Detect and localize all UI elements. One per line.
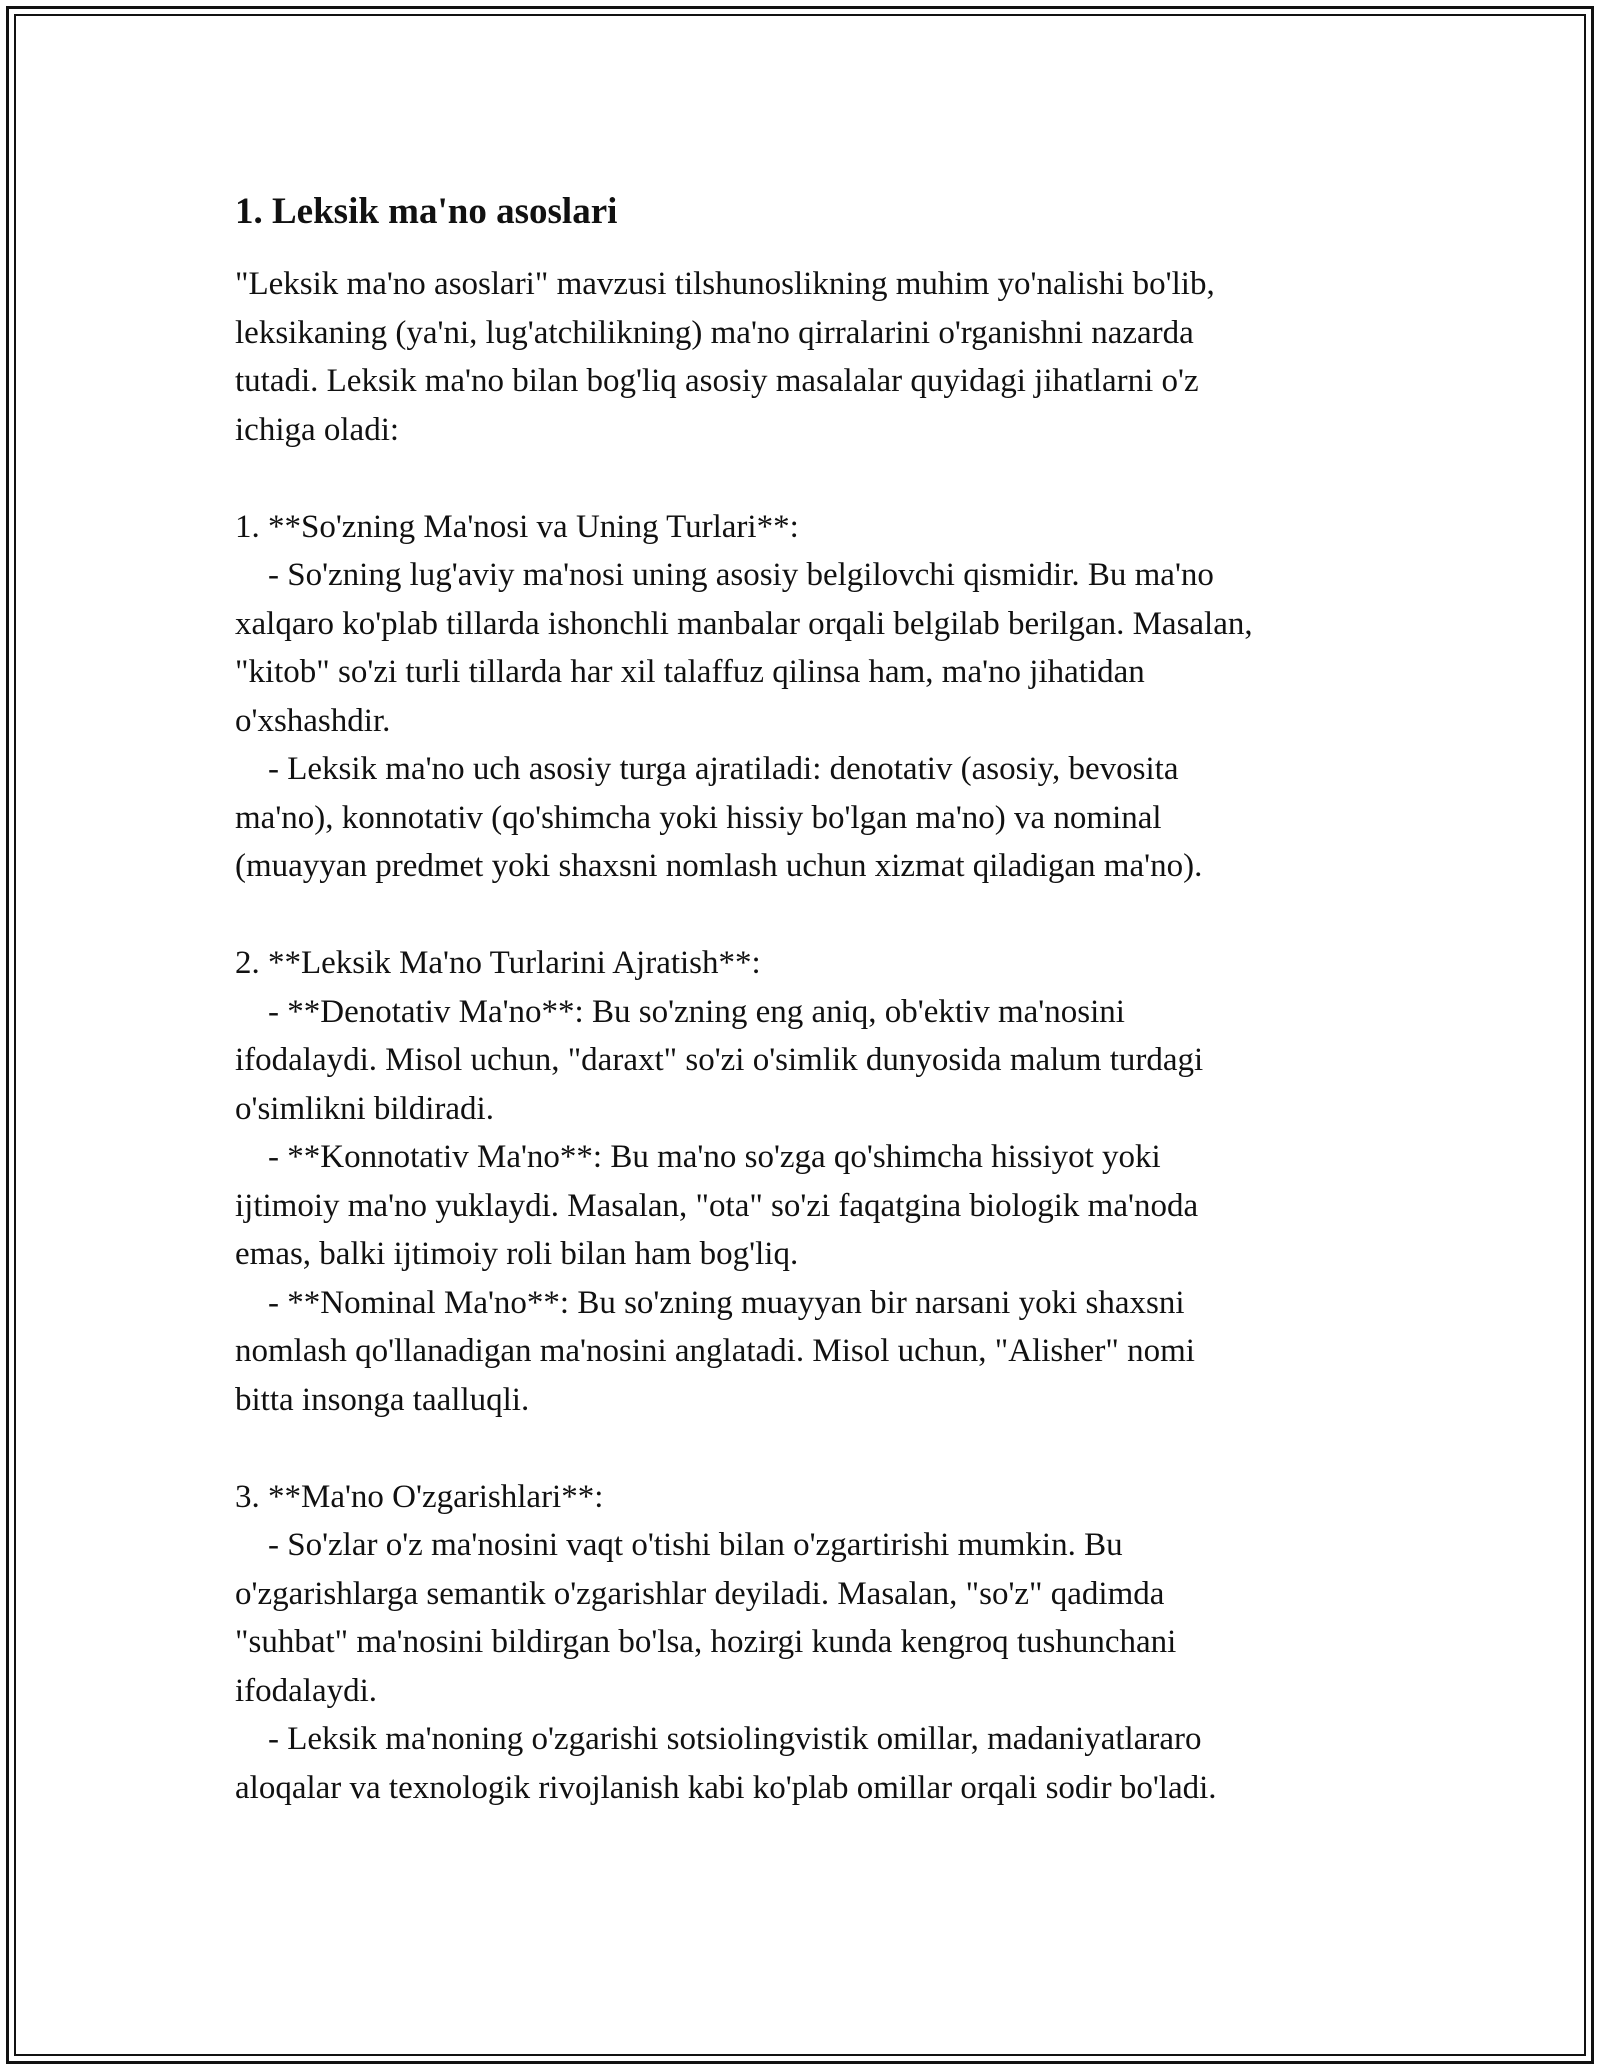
section-1-line: ma'no), konnotativ (qo'shimcha yoki hissiy bo'lgan ma'no) va nominal <box>235 799 1162 836</box>
section-3 <box>235 1473 1395 1813</box>
section-1-line: - Leksik ma'no uch asosiy turga ajratiladi: denotativ (asosiy, bevosita <box>235 751 1179 787</box>
paragraph-spacer <box>235 891 1395 940</box>
intro-line: ichiga oladi: <box>235 411 400 448</box>
section-1-line: "kitob" so'zi turli tillarda har xil talaffuz qilinsa ham, ma'no jihatidan <box>235 654 1145 690</box>
section-2 <box>235 939 1395 1424</box>
intro-line: "Leksik ma'no asoslari" mavzusi tilshunoslikning muhim yo'nalishi bo'lib, <box>235 266 1215 302</box>
section-3-line: "suhbat" ma'nosini bildirgan bo'lsa, hozirgi kunda kengroq tushunchani <box>235 1624 1177 1660</box>
section-1-heading: 1. **So'zning Ma'nosi va Uning Turlari**: <box>235 508 799 545</box>
intro-line: leksikaning (ya'ni, lug'atchilikning) ma'no qirralarini o'rganishni nazarda <box>235 314 1194 351</box>
document-heading: 1. Leksik ma'no asoslari <box>235 191 618 232</box>
section-1-line: (muayyan predmet yoki shaxsni nomlash uchun xizmat qiladigan ma'no). <box>235 848 1203 884</box>
document-body <box>235 188 1395 1812</box>
section-2-line: emas, balki ijtimoiy roli bilan ham bog'liq. <box>235 1236 799 1272</box>
section-3-line: aloqalar va texnologik rivojlanish kabi ko'plab omillar orqali sodir bo'ladi. <box>235 1769 1217 1806</box>
section-3-line: - Leksik ma'noning o'zgarishi sotsiolingvistik omillar, madaniyatlararo <box>235 1721 1202 1757</box>
section-2-line: nomlash qo'llanadigan ma'nosini anglatadi. Misol uchun, "Alisher" nomi <box>235 1333 1195 1369</box>
section-2-line: - **Nominal Ma'no**: Bu so'zning muayyan bir narsani yoki shaxsni <box>235 1284 1185 1321</box>
section-3-heading: 3. **Ma'no O'zgarishlari**: <box>235 1478 604 1515</box>
intro-paragraph <box>235 260 1395 454</box>
section-2-heading: 2. **Leksik Ma'no Turlarini Ajratish**: <box>235 945 761 981</box>
section-1-line: o'xshashdir. <box>235 702 391 739</box>
section-3-line: o'zgarishlarga semantik o'zgarishlar deyiladi. Masalan, "so'z" qadimda <box>235 1575 1165 1612</box>
section-2-line: bitta insonga taalluqli. <box>235 1381 530 1418</box>
section-1 <box>235 503 1395 891</box>
section-3-line: ifodalaydi. <box>235 1672 378 1709</box>
section-2-line: o'simlikni bildiradi. <box>235 1090 494 1127</box>
paragraph-spacer <box>235 1424 1395 1473</box>
section-2-line: ijtimoiy ma'no yuklaydi. Masalan, "ota" so'zi faqatgina biologik ma'noda <box>235 1187 1199 1224</box>
section-2-line: - **Konnotativ Ma'no**: Bu ma'no so'zga qo'shimcha hissiyot yoki <box>235 1139 1161 1175</box>
section-1-line: xalqaro ko'plab tillarda ishonchli manbalar orqali belgilab berilgan. Masalan, <box>235 605 1253 642</box>
section-3-line: - So'zlar o'z ma'nosini vaqt o'tishi bilan o'zgartirishi mumkin. Bu <box>235 1527 1123 1563</box>
paragraph-spacer <box>235 454 1395 503</box>
section-1-line: - So'zning lug'aviy ma'nosi uning asosiy belgilovchi qismidir. Bu ma'no <box>235 557 1214 593</box>
section-2-line: ifodalaydi. Misol uchun, "daraxt" so'zi o'simlik dunyosida malum turdagi <box>235 1042 1204 1078</box>
section-2-line: - **Denotativ Ma'no**: Bu so'zning eng aniq, ob'ektiv ma'nosini <box>235 993 1125 1030</box>
intro-line: tutadi. Leksik ma'no bilan bog'liq asosiy masalalar quyidagi jihatlarni o'z <box>235 363 1199 399</box>
